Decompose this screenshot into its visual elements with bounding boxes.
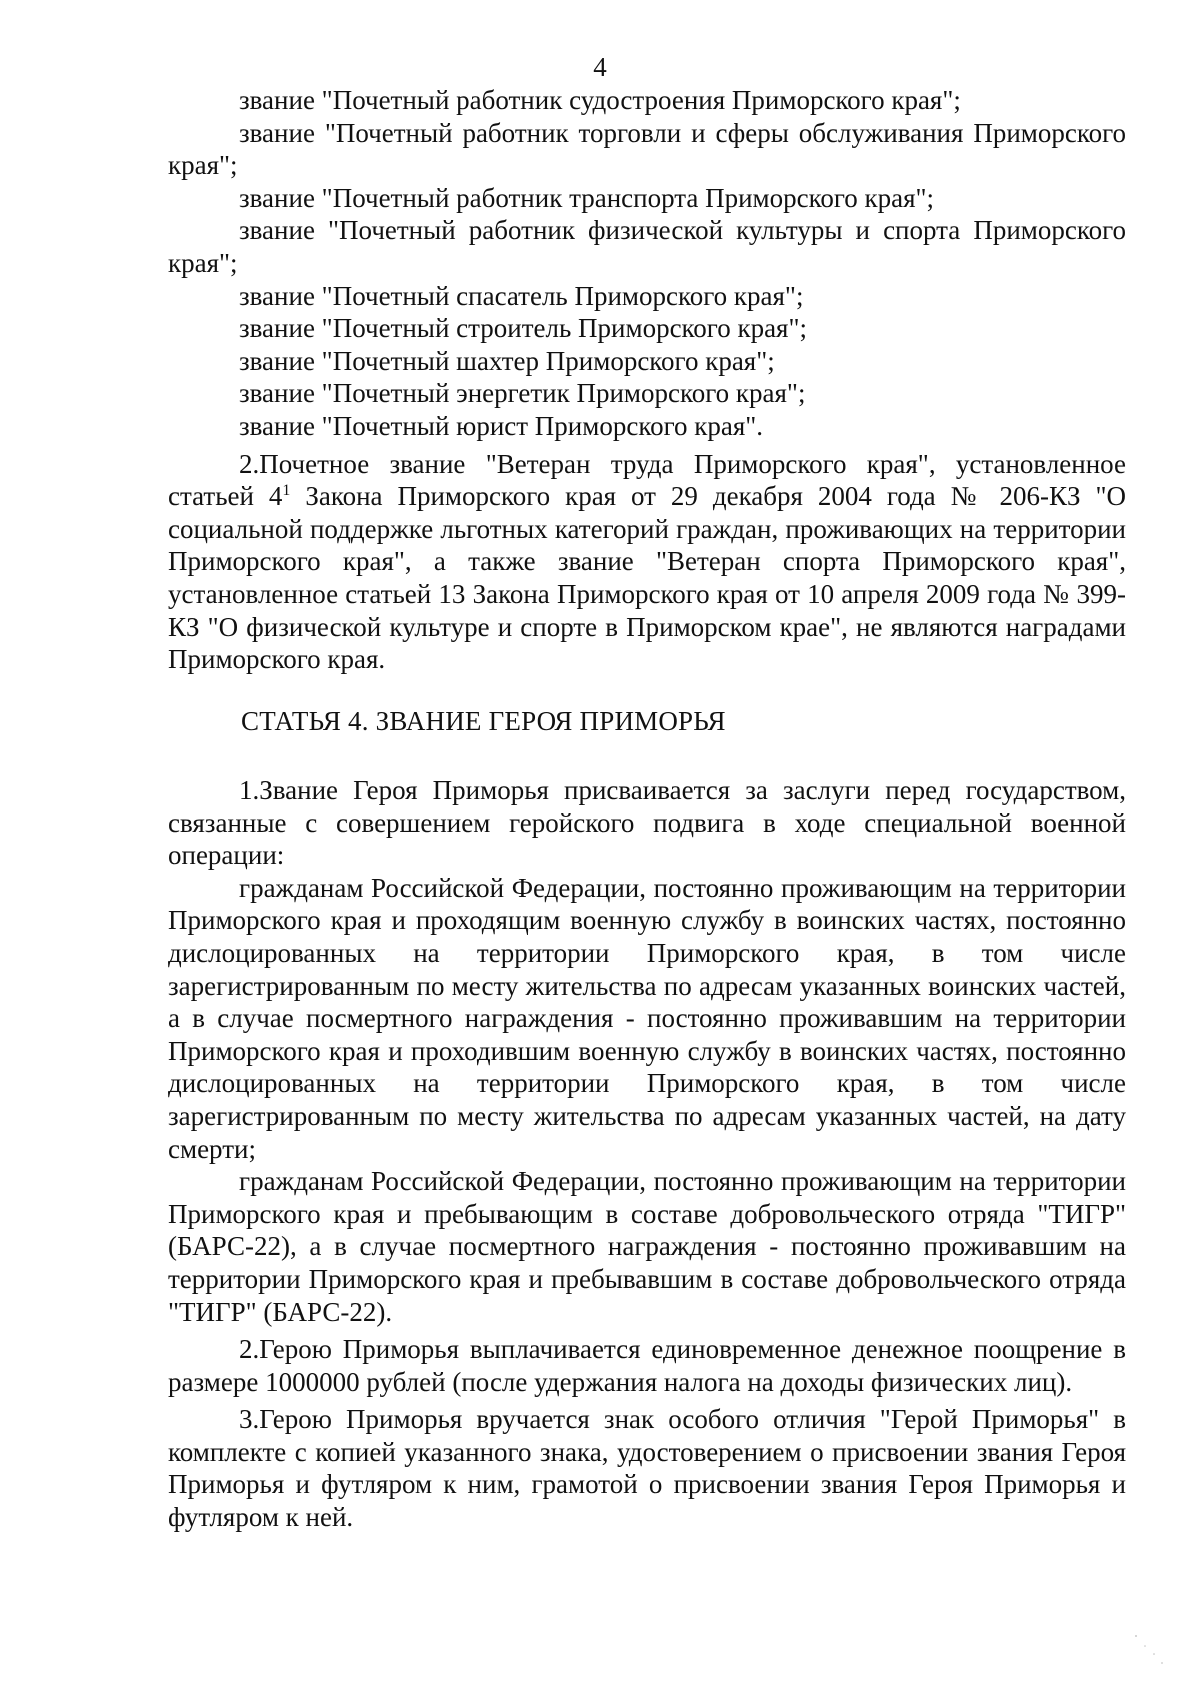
- title-list-item: звание "Почетный работник судостроения Приморского края";: [239, 85, 961, 115]
- title-list-item: звание "Почетный юрист Приморского края".: [239, 410, 764, 441]
- article-paragraph-1: 1.Звание Героя Приморья присваивается за заслуги перед государством, связанные с совершением геройского подвига в ходе специальной военной операции:: [168, 775, 1126, 871]
- paragraph-2-text-start: 2.Почетное звание "Ветеран труда Приморского края", установленное статьей 4: [168, 448, 1126, 512]
- title-list-item: звание "Почетный работник торговли и сферы обслуживания Приморского края";: [168, 117, 1126, 181]
- paragraph-2-superscript: 1: [282, 482, 291, 500]
- title-list-item: звание "Почетный энергетик Приморского края";: [239, 378, 806, 409]
- article-paragraph-3: 3.Герою Приморья вручается знак особого отличия "Герой Приморья" в комплекте с копией указанного знака, удостоверением о присвоении звания Героя Приморья и футляром к ним, грамотой о присвоении звания Героя Приморья и футляром к ней.: [168, 1404, 1126, 1533]
- paragraph-2-text-end: Закона Приморского края от 29 декабря 2004 года № 206-КЗ "О социальной поддержке льготных категорий граждан, проживающих на территории Приморского края", а также звание "Ветеран спорта Приморского края", установленное статьей 13 Закона Приморского края от 10 апреля 2009 года № 399-КЗ "О физической культуре и спорте в Приморском крае", не являются наградами Приморского края.: [168, 481, 1126, 675]
- body-text-block-1: [168, 84, 1126, 676]
- body-text-block-2: [168, 774, 1126, 1534]
- page-number: 4: [593, 52, 607, 82]
- article-heading: СТАТЬЯ 4. ЗВАНИЕ ГЕРОЯ ПРИМОРЬЯ: [241, 706, 726, 736]
- title-list-item: звание "Почетный работник физической культуры и спорта Приморского края";: [168, 215, 1126, 278]
- article-paragraph-citizens-volunteers: гражданам Российской Федерации, постоянно проживающим на территории Приморского края и пребывающим в составе добровольческого отряда "ТИГР" (БАРС-22), а в случае посмертного награждения - постоянно проживавшим на территории Приморского края и пребывавшим в составе добровольческого отряда "ТИГР" (БАРС-22).: [168, 1166, 1126, 1327]
- title-list-item: звание "Почетный шахтер Приморского края";: [239, 345, 775, 376]
- title-list-item: звание "Почетный работник транспорта Приморского края";: [239, 182, 935, 213]
- paragraph-veteran-titles: [168, 448, 1126, 676]
- scan-specks: [1130, 1632, 1170, 1672]
- title-list-item: звание "Почетный строитель Приморского края";: [239, 313, 807, 344]
- article-paragraph-2: 2.Герою Приморья выплачивается единовременное денежное поощрение в размере 1000000 рублей (после удержания налога на доходы физических лиц).: [168, 1334, 1126, 1397]
- article-paragraph-citizens-units: гражданам Российской Федерации, постоянно проживающим на территории Приморского края и проходящим военную службу в воинских частях, постоянно дислоцированных на территории Приморского края, в том числе зарегистрированным по месту жительства по адресам указанных воинских частей, а в случае посмертного награждения - постоянно проживавшим на территории Приморского края и проходившим военную службу в воинских частях, постоянно дислоцированных на территории Приморского края, в том числе зарегистрированным по месту жительства по адресам указанных частей, на дату смерти;: [168, 872, 1126, 1164]
- title-list-item: звание "Почетный спасатель Приморского края";: [239, 280, 804, 311]
